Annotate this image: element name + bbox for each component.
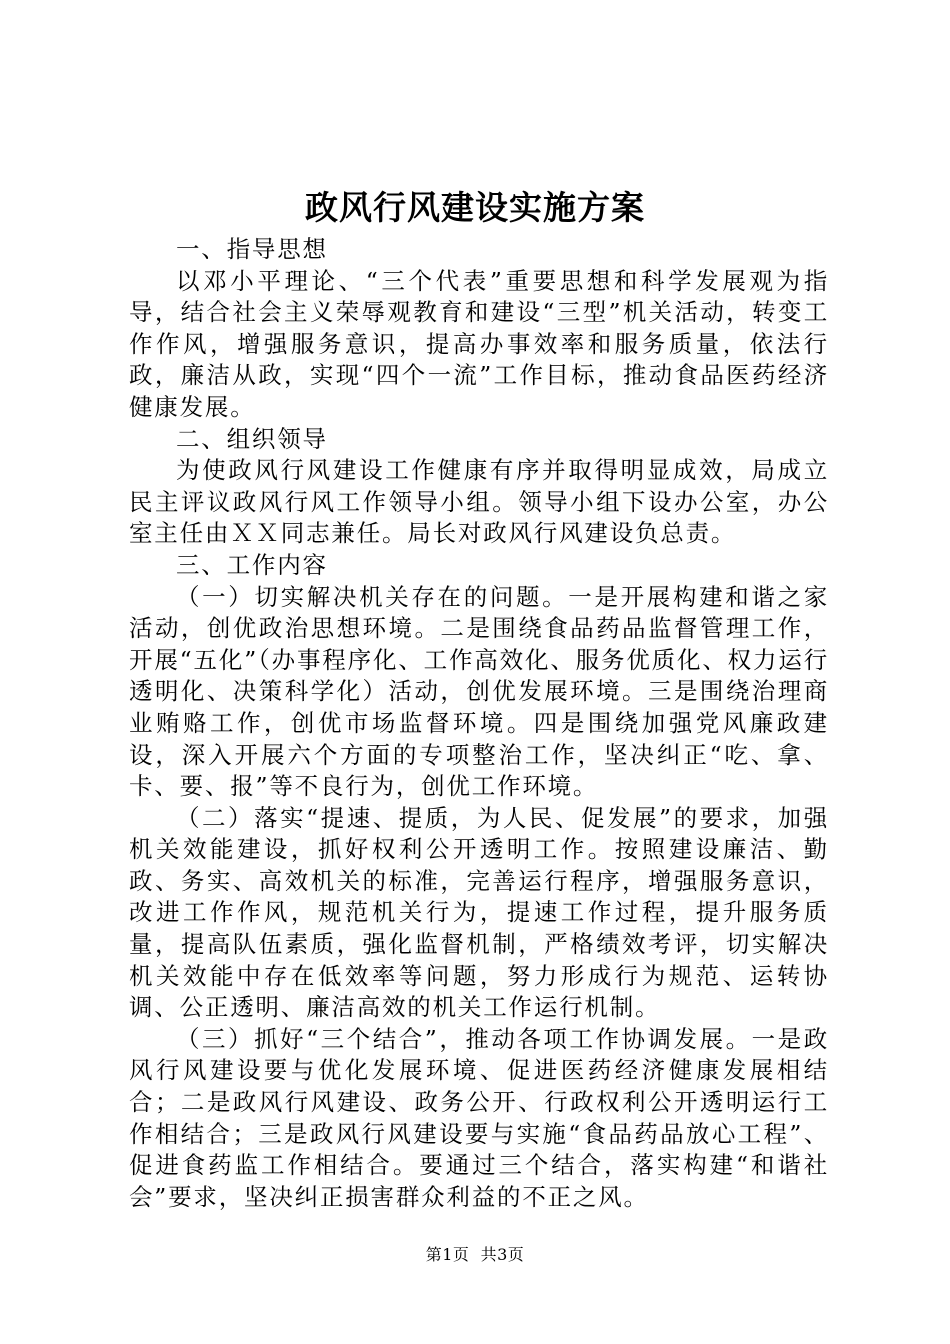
paragraph-guiding-ideology: 以邓小平理论、“三个代表”重要思想和科学发展观为指导，结合社会主义荣辱观教育和建设“三型”机关活动，转变工作作风，增强服务意识，提高办事效率和服务质量，依法行政，廉洁从政，实现“四个一流”工作目标，推动食品医药经济健康发展。 [129,266,829,421]
page-number: 第1页 共3页 [425,1245,525,1264]
section-heading-organization: 二、组织领导 [176,424,328,453]
document-title: 政风行风建设实施方案 [305,188,645,227]
section-heading-work-content: 三、工作内容 [176,550,328,579]
paragraph-work-item-1: （一）切实解决机关存在的问题。一是开展构建和谐之家活动，创优政治思想环境。二是围绕食品药品监督管理工作，开展“五化”（办事程序化、工作高效化、服务优质化、权力运行透明化、决策科学化）活动，创优发展环境。三是围绕治理商业贿赂工作，创优市场监督环境。四是围绕加强党风廉政建设，深入开展六个方面的专项整治工作，坚决纠正“吃、拿、卡、要、报”等不良行为，创优工作环境。 [129,582,829,801]
paragraph-work-item-3: （三）抓好“三个结合”，推动各项工作协调发展。一是政风行风建设要与优化发展环境、促进医药经济健康发展相结合；二是政风行风建设、政务公开、行政权利公开透明运行工作相结合；三是政风行风建设要与实施“食品药品放心工程”、促进食药监工作相结合。要通过三个结合，落实构建“和谐社会”要求，坚决纠正损害群众利益的不正之风。 [129,1024,829,1211]
page-footer [0,1245,950,1265]
paragraph-organization: 为使政风行风建设工作健康有序并取得明显成效，局成立民主评议政风行风工作领导小组。领导小组下设办公室，办公室主任由ＸＸ同志兼任。局长对政风行风建设负总责。 [129,456,829,548]
section-heading-guiding-ideology: 一、指导思想 [176,235,328,263]
paragraph-work-item-2: （二）落实“提速、提质，为人民、促发展”的要求，加强机关效能建设，抓好权利公开透明工作。按照建设廉洁、勤政、务实、高效机关的标准，完善运行程序，增强服务意识，改进工作作风，规范机关行为，提速工作过程，提升服务质量，提高队伍素质，强化监督机制，严格绩效考评，切实解决机关效能中存在低效率等问题，努力形成行为规范、运转协调、公正透明、廉洁高效的机关工作运行机制。 [129,803,829,1022]
document-body [129,234,829,1213]
